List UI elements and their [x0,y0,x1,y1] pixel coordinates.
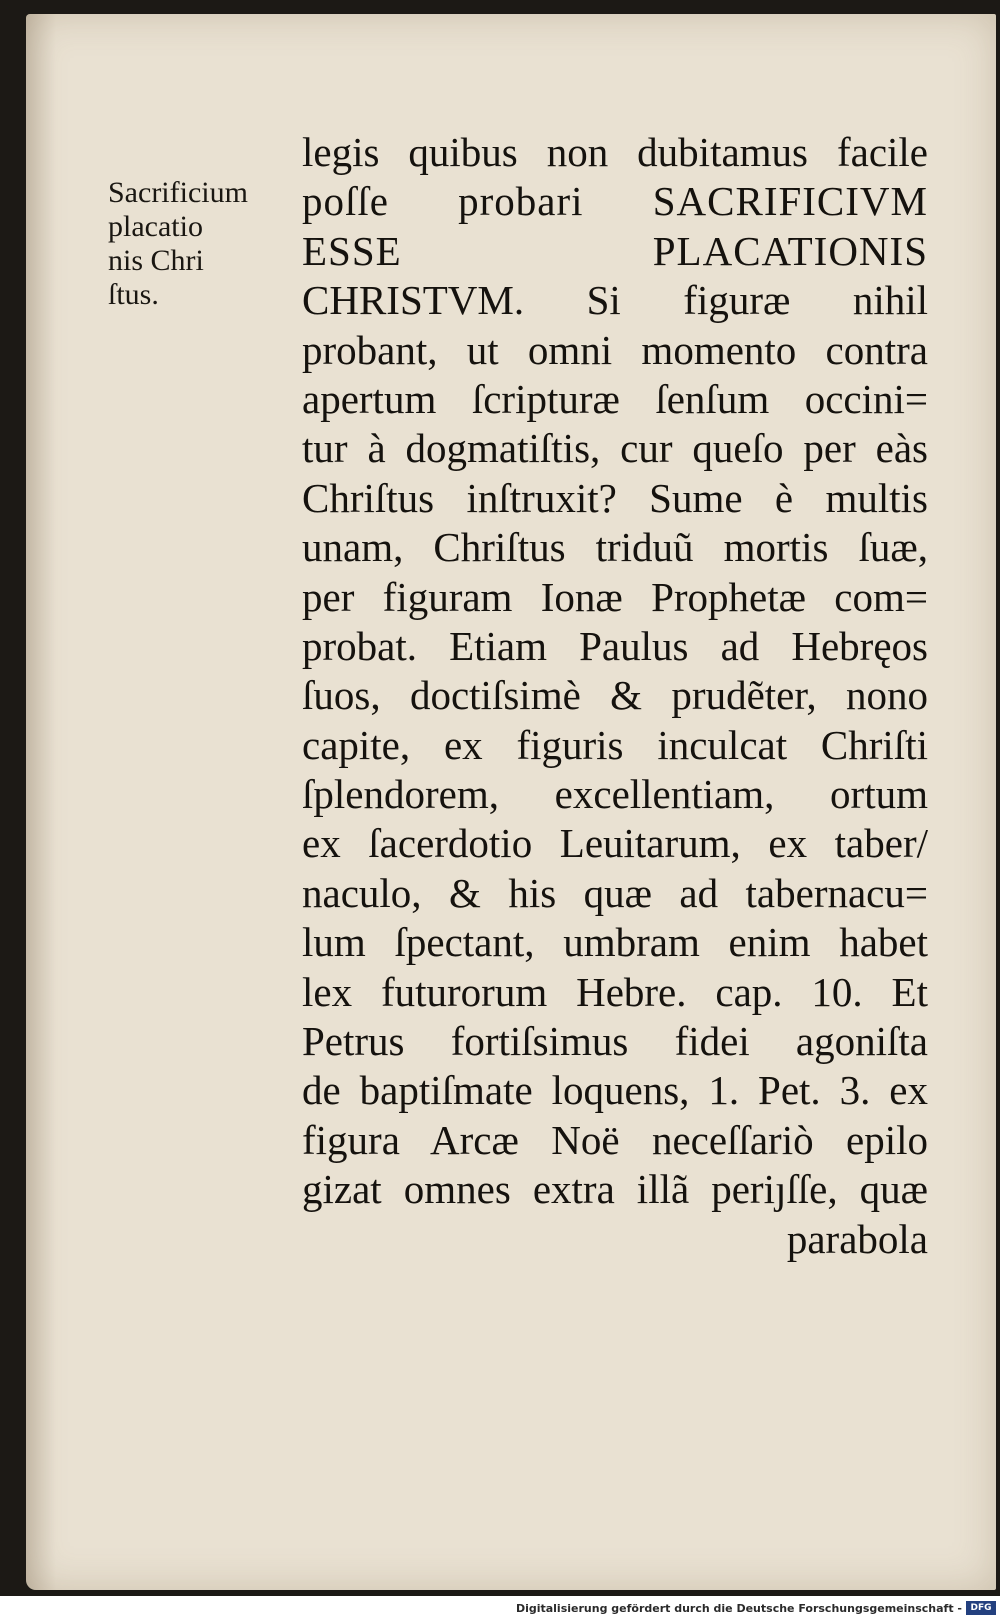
text-line: unam, Chriſtus triduũ mortis ſuæ, [302,524,928,571]
text-line: tur à dogmatiſtis, cur queſo per eàs [302,425,928,472]
dfg-logo: DFG [966,1601,996,1615]
text-line: ESSE PLACATIONIS [302,227,928,274]
marginal-note-line: ſtus. [108,278,159,311]
text-line: de baptiſmate loquens, 1. Pet. 3. ex [302,1067,928,1114]
text-line: lex futurorum Hebre. cap. 10. Et [302,968,928,1015]
text-line: capite, ex figuris inculcat Chriſti [302,721,928,768]
digitization-footer [0,1596,1000,1620]
text-line: Chriſtus inſtruxit? Sume è multis [302,474,928,521]
text-line: ſplendorem, excellentiam, ortum [302,771,928,818]
text-line: gizat omnes extra illã periȷſſe, quæ [302,1166,928,1213]
text-line: ex ſacerdotio Leuitarum, ex taber/ [302,820,928,867]
text-line: naculo, & his quæ ad tabernacu= [302,869,928,916]
text-line: legis quibus non dubitamus facile [302,129,928,175]
text-line: Petrus fortiſsimus fidei agoniſta [302,1018,928,1065]
text-line: ſuos, doctiſsimè & prudẽter, nono [302,672,928,719]
text-line: lum ſpectant, umbram enim habet [302,919,928,966]
text-line: per figuram Ionæ Prophetæ com= [302,573,928,620]
text-line: probant, ut omni momento contra [302,326,928,373]
marginal-note-line: Sacrificium [108,176,248,209]
text-line: apertum ſcripturæ ſenſum occini= [302,375,928,422]
text-line: figura Arcæ Noë neceſſariò epilo [302,1116,928,1163]
funding-credit: Digitalisierung gefördert durch die Deutsche Forschungsgemeinschaft - [515,1602,962,1615]
page-gutter-shadow [26,14,56,1590]
catchword: parabola [786,1215,928,1262]
text-line: probat. Etiam Paulus ad Hebręos [302,622,928,669]
text-line: CHRISTVM. Si figuræ nihil [302,277,928,324]
marginal-note [108,176,298,312]
marginal-note-line: placatio [108,210,203,243]
marginal-note-line: nis Chri [108,244,204,277]
main-text-block [302,128,928,1264]
text-line: poſſe probari SACRIFICIVM [302,178,928,225]
